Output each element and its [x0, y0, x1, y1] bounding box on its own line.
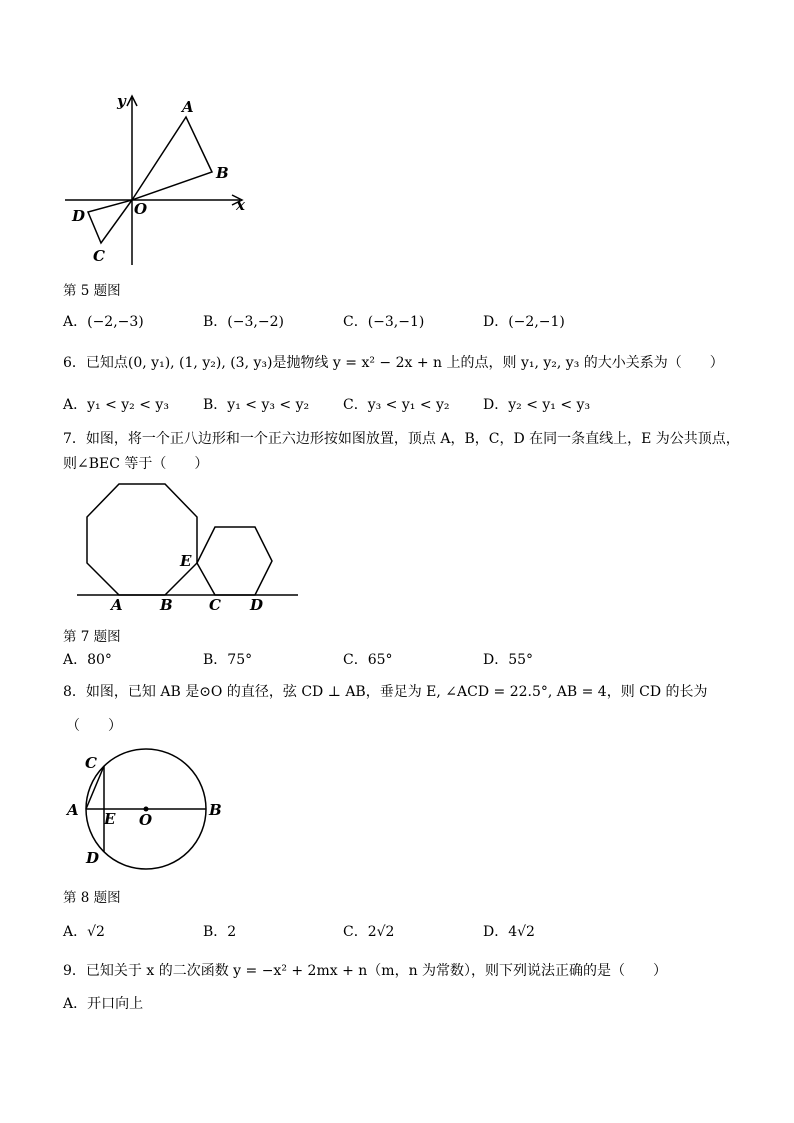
- triangle-oab: [132, 117, 212, 200]
- q5-figure: [60, 90, 260, 270]
- q5-option-c: C．(−3,−1): [343, 314, 425, 330]
- q8-figure: [62, 745, 232, 875]
- label-c: C: [93, 247, 105, 265]
- q8-stem-line1: 8．如图，已知 AB 是⊙O 的直径，弦 CD ⊥ AB，垂足为 E, ∠ACD = 22.5°, AB = 4，则 CD 的长为: [63, 684, 708, 700]
- q5-caption: 第 5 题图: [63, 283, 121, 299]
- label-d: D: [72, 207, 86, 225]
- label-y: y: [117, 92, 126, 110]
- q8-option-a: A．√2: [63, 924, 105, 940]
- q7-option-c: C．65°: [343, 652, 393, 668]
- q9-stem: 9．已知关于 x 的二次函数 y = −x² + 2mx + n（m，n 为常数），则下列说法正确的是（ ）: [63, 963, 668, 979]
- label-c: C: [85, 754, 97, 772]
- label-o: O: [134, 200, 148, 218]
- label-b: B: [160, 596, 173, 614]
- q7-option-b: B．75°: [203, 652, 253, 668]
- segment-ac: [86, 766, 104, 809]
- q7-stem-line2: 则∠BEC 等于（ ）: [63, 456, 209, 472]
- label-e: E: [104, 810, 116, 828]
- label-a: A: [111, 596, 123, 614]
- q6-option-d: D．y₂ < y₁ < y₃: [483, 397, 591, 413]
- triangle-odc: [88, 200, 132, 243]
- q5-option-d: D．(−2,−1): [483, 314, 565, 330]
- q7-stem-line1: 7．如图，将一个正八边形和一个正六边形按如图放置，顶点 A，B，C，D 在同一条直线上，E 为公共顶点，: [63, 431, 740, 447]
- q5-option-b: B．(−3,−2): [203, 314, 284, 330]
- q6-stem: 6．已知点(0, y₁), (1, y₂), (3, y₃)是抛物线 y = x² − 2x + n 上的点，则 y₁, y₂, y₃ 的大小关系为（ ）: [63, 355, 724, 371]
- q8-option-d: D．4√2: [483, 924, 535, 940]
- label-b: B: [209, 801, 222, 819]
- q7-option-a: A．80°: [63, 652, 112, 668]
- q9-option-a: A．开口向上: [63, 996, 144, 1012]
- label-d: D: [86, 849, 100, 867]
- octagon: [87, 484, 197, 595]
- hexagon: [197, 527, 272, 595]
- label-d: D: [250, 596, 264, 614]
- label-a: A: [67, 801, 79, 819]
- label-e: E: [180, 552, 192, 570]
- q6-option-b: B．y₁ < y₃ < y₂: [203, 397, 310, 413]
- q7-figure: [70, 475, 305, 620]
- label-o: O: [139, 811, 153, 829]
- q7-option-d: D．55°: [483, 652, 534, 668]
- label-x: x: [236, 196, 245, 214]
- q6-option-a: A．y₁ < y₂ < y₃: [63, 397, 169, 413]
- q7-caption: 第 7 题图: [63, 629, 121, 645]
- label-b: B: [216, 164, 229, 182]
- label-c: C: [209, 596, 221, 614]
- q8-option-b: B．2: [203, 924, 237, 940]
- q8-stem-line2: （ ）: [66, 718, 122, 734]
- q6-option-c: C．y₃ < y₁ < y₂: [343, 397, 450, 413]
- q8-option-c: C．2√2: [343, 924, 395, 940]
- q5-option-a: A．(−2,−3): [63, 314, 144, 330]
- q8-caption: 第 8 题图: [63, 890, 121, 906]
- label-a: A: [182, 98, 194, 116]
